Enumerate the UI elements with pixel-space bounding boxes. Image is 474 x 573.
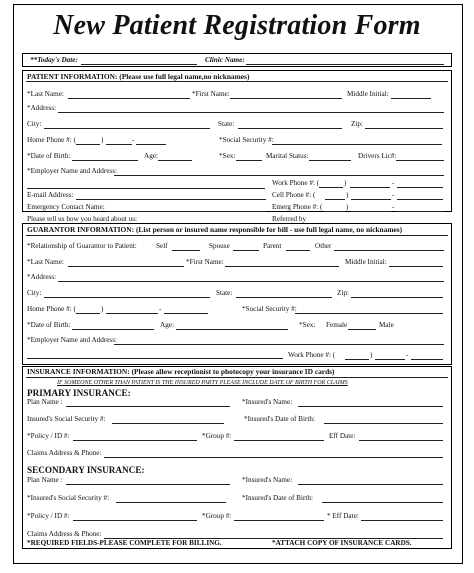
patient-cell-phone-area[interactable] xyxy=(325,199,345,200)
patient-drivers-label: Drivers Lic#: xyxy=(358,152,397,160)
clinic-name-field[interactable] xyxy=(246,64,444,65)
patient-ssn-field[interactable] xyxy=(272,144,442,145)
patient-work-phone-prefix[interactable] xyxy=(350,187,390,188)
guarantor-middle-initial-field[interactable] xyxy=(389,266,443,267)
patient-sex-label: *Sex: xyxy=(219,152,236,160)
patient-last-name-label: *Last Name: xyxy=(27,90,64,98)
primary-policy-field[interactable] xyxy=(73,440,197,441)
guarantor-state-field[interactable] xyxy=(236,297,332,298)
patient-home-phone-area[interactable] xyxy=(76,144,100,145)
patient-work-phone-line[interactable] xyxy=(397,187,443,188)
clinic-name-label: Clinic Name: xyxy=(205,56,245,64)
guarantor-middle-initial-label: Middle Initial: xyxy=(345,258,387,266)
primary-plan-name-label: Plan Name : xyxy=(27,398,63,406)
primary-policy-label: *Policy / ID #: xyxy=(27,432,70,440)
patient-emergency-field[interactable] xyxy=(106,211,266,212)
patient-marital-label: Marital Status: xyxy=(266,152,309,160)
guarantor-first-name-field[interactable] xyxy=(225,266,339,267)
patient-middle-initial-label: Middle Initial: xyxy=(347,90,389,98)
patient-sex-field[interactable] xyxy=(236,160,262,161)
relationship-self-field[interactable] xyxy=(172,250,200,251)
guarantor-state-label: State: xyxy=(216,289,233,297)
guarantor-zip-field[interactable] xyxy=(351,297,443,298)
primary-insured-ssn-label: Insured's Social Security #: xyxy=(27,415,106,423)
patient-cell-phone-paren: ) xyxy=(346,191,349,199)
primary-eff-date-label: Eff Date: xyxy=(329,432,356,440)
patient-first-name-field[interactable] xyxy=(230,98,342,99)
guarantor-dob-label: *Date of Birth: xyxy=(27,321,71,329)
insurance-heading-underline xyxy=(26,377,448,378)
patient-state-field[interactable] xyxy=(238,128,342,129)
primary-insured-ssn-field[interactable] xyxy=(112,423,224,424)
secondary-insurance-heading: SECONDARY INSURANCE: xyxy=(27,465,145,475)
patient-home-phone-prefix[interactable] xyxy=(106,144,132,145)
guarantor-city-field[interactable] xyxy=(44,297,210,298)
patient-employer-field-2[interactable] xyxy=(27,188,265,189)
patient-first-name-label: *First Name: xyxy=(192,90,230,98)
primary-insured-name-field[interactable] xyxy=(298,406,443,407)
required-fields-note: *REQUIRED FIELDS-PLEASE COMPLETE FOR BILLING. xyxy=(27,539,222,547)
insurance-note: IF SOMEONE OTHER THAN PATIENT IS THE INSURED PARTY PLEASE INCLUDE DATE OF BIRTH FOR CLAIMS xyxy=(57,380,348,386)
secondary-eff-date-label: * Eff Date: xyxy=(327,512,359,520)
primary-insured-dob-field[interactable] xyxy=(324,423,443,424)
patient-employer-field[interactable] xyxy=(114,175,444,176)
guarantor-home-phone-label: Home Phone #: ( xyxy=(27,305,76,313)
patient-heading-underline xyxy=(26,81,448,82)
guarantor-home-phone-line[interactable] xyxy=(164,313,208,314)
guarantor-ssn-field[interactable] xyxy=(295,313,443,314)
todays-date-field[interactable] xyxy=(81,64,197,65)
guarantor-work-phone-paren: ) xyxy=(370,351,373,359)
primary-insured-dob-label: *Insured's Date of Birth: xyxy=(244,415,315,423)
guarantor-relationship-label: *Relationship of Guarantor to Patient: xyxy=(27,242,137,250)
relationship-parent-label: Parent xyxy=(263,242,282,250)
guarantor-age-label: Age: xyxy=(160,321,174,329)
guarantor-work-phone-line[interactable] xyxy=(411,359,443,360)
secondary-claims-label: Claims Address & Phone: xyxy=(27,530,102,538)
secondary-insured-dob-label: *Insured's Date of Birth: xyxy=(242,494,313,502)
guarantor-home-phone-dash: - xyxy=(159,305,162,313)
secondary-eff-date-field[interactable] xyxy=(361,520,443,521)
patient-emergency-label: Emergency Contact Name: xyxy=(27,203,105,211)
primary-claims-label: Claims Address & Phone: xyxy=(27,449,102,457)
guarantor-address-field[interactable] xyxy=(58,281,444,282)
patient-emerg-phone-label: Emerg Phone #: ( xyxy=(272,203,323,211)
guarantor-address-label: *Address: xyxy=(27,273,57,281)
patient-last-name-field[interactable] xyxy=(68,98,190,99)
patient-work-phone-label: Work Phone #: ( xyxy=(272,179,320,187)
primary-group-field[interactable] xyxy=(234,440,324,441)
primary-plan-name-field[interactable] xyxy=(66,406,230,407)
patient-emerg-phone-prefix[interactable] xyxy=(351,211,391,212)
patient-emerg-phone-line[interactable] xyxy=(397,211,443,212)
secondary-group-label: *Group #: xyxy=(202,512,232,520)
guarantor-work-phone-dash: - xyxy=(406,351,409,359)
patient-city-label: City: xyxy=(27,120,42,128)
todays-date-label: **Today's Date: xyxy=(30,56,78,64)
patient-city-field[interactable] xyxy=(44,128,210,129)
patient-home-phone-line[interactable] xyxy=(136,144,166,145)
patient-emerg-phone-paren: ) xyxy=(346,203,349,211)
primary-group-label: *Group #: xyxy=(202,432,232,440)
guarantor-heading-underline xyxy=(26,235,448,236)
patient-home-phone-label: Home Phone #: ( xyxy=(27,136,76,144)
patient-emerg-phone-dash: - xyxy=(392,203,395,211)
relationship-other-field[interactable] xyxy=(334,250,444,251)
guarantor-female-field[interactable] xyxy=(348,329,376,330)
guarantor-work-phone-prefix[interactable] xyxy=(375,359,405,360)
patient-address-label: *Address: xyxy=(27,104,57,112)
patient-email-label: E-mail Address: xyxy=(27,191,74,199)
patient-employer-label: *Employer Name and Address: xyxy=(27,167,118,175)
guarantor-last-name-label: *Last Name: xyxy=(27,258,64,266)
guarantor-last-name-field[interactable] xyxy=(68,266,184,267)
patient-section-heading: PATIENT INFORMATION: (Please use full legal name,no nicknames) xyxy=(27,72,250,81)
guarantor-home-phone-paren: ) xyxy=(101,305,104,313)
guarantor-home-phone-area[interactable] xyxy=(76,313,100,314)
guarantor-first-name-label: *First Name: xyxy=(186,258,224,266)
attach-cards-note: *ATTACH COPY OF INSURANCE CARDS. xyxy=(272,539,412,547)
patient-age-label: Age: xyxy=(144,152,158,160)
secondary-group-field[interactable] xyxy=(234,520,324,521)
secondary-insured-ssn-label: *Insured's Social Security #: xyxy=(27,494,110,502)
patient-dob-field[interactable] xyxy=(72,160,138,161)
guarantor-ssn-label: *Social Security #: xyxy=(242,305,297,313)
patient-age-field[interactable] xyxy=(158,160,192,161)
patient-work-phone-dash: - xyxy=(392,179,395,187)
patient-work-phone-paren: ) xyxy=(344,179,347,187)
secondary-policy-label: *Policy / ID #: xyxy=(27,512,70,520)
guarantor-home-phone-prefix[interactable] xyxy=(106,313,158,314)
guarantor-dob-field[interactable] xyxy=(72,329,154,330)
patient-zip-field[interactable] xyxy=(365,128,443,129)
guarantor-female-label: Female xyxy=(326,321,348,329)
secondary-insured-name-field[interactable] xyxy=(298,484,443,485)
patient-middle-initial-field[interactable] xyxy=(391,98,431,99)
guarantor-work-phone-label: Work Phone #: ( xyxy=(288,351,336,359)
patient-cell-phone-label: Cell Phone #: ( xyxy=(272,191,316,199)
patient-emerg-phone-area[interactable] xyxy=(325,211,345,212)
guarantor-employer-field-2[interactable] xyxy=(27,358,283,359)
secondary-insured-ssn-field[interactable] xyxy=(116,502,226,503)
secondary-plan-name-field[interactable] xyxy=(66,484,230,485)
patient-dob-label: *Date of Birth: xyxy=(27,152,71,160)
patient-state-label: State: xyxy=(218,120,235,128)
primary-eff-date-field[interactable] xyxy=(359,440,443,441)
patient-work-phone-area[interactable] xyxy=(319,187,343,188)
patient-cell-phone-dash: - xyxy=(392,191,395,199)
relationship-spouse-label: Spouse xyxy=(209,242,230,250)
form-title: New Patient Registration Form xyxy=(53,10,421,41)
patient-cell-phone-line[interactable] xyxy=(397,199,443,200)
patient-home-phone-dash: - xyxy=(132,136,135,144)
guarantor-zip-label: Zip: xyxy=(337,289,349,297)
guarantor-employer-field[interactable] xyxy=(114,344,444,345)
relationship-other-label: Other xyxy=(315,242,332,250)
referred-by-label: Referred by xyxy=(272,215,307,223)
patient-home-phone-paren: ) xyxy=(101,136,104,144)
patient-cell-phone-prefix[interactable] xyxy=(351,199,391,200)
secondary-plan-name-label: Plan Name : xyxy=(27,476,63,484)
primary-claims-field[interactable] xyxy=(104,457,443,458)
heard-about-us-label: Please tell us how you heard about us: xyxy=(27,215,137,223)
secondary-insured-name-label: *Insured's Name: xyxy=(242,476,293,484)
insurance-section-heading: INSURANCE INFORMATION: (Please allow receptionist to photocopy your insurance ID cards) xyxy=(27,367,335,376)
patient-ssn-label: *Social Security #: xyxy=(219,136,274,144)
patient-address-field[interactable] xyxy=(58,112,444,113)
guarantor-section-heading: GUARANTOR INFORMATION: (List person or insured name responsible for bill - use full legal name, no nicknames) xyxy=(27,225,403,234)
patient-drivers-field[interactable] xyxy=(396,160,444,161)
guarantor-male-label: Male xyxy=(379,321,394,329)
secondary-insured-dob-field[interactable] xyxy=(322,502,443,503)
secondary-policy-field[interactable] xyxy=(73,520,197,521)
relationship-spouse-field[interactable] xyxy=(233,250,259,251)
guarantor-city-label: City: xyxy=(27,289,42,297)
guarantor-employer-label: *Employer Name and Address: xyxy=(27,336,118,344)
primary-insurance-heading: PRIMARY INSURANCE: xyxy=(27,388,131,398)
relationship-self-label: Self xyxy=(156,242,168,250)
guarantor-age-field[interactable] xyxy=(176,329,288,330)
primary-insured-name-label: *Insured's Name: xyxy=(242,398,293,406)
relationship-parent-field[interactable] xyxy=(286,250,310,251)
guarantor-sex-label: *Sex: xyxy=(299,321,316,329)
guarantor-work-phone-area[interactable] xyxy=(345,359,369,360)
patient-marital-field[interactable] xyxy=(309,160,351,161)
patient-email-field[interactable] xyxy=(76,199,266,200)
patient-zip-label: Zip: xyxy=(351,120,363,128)
